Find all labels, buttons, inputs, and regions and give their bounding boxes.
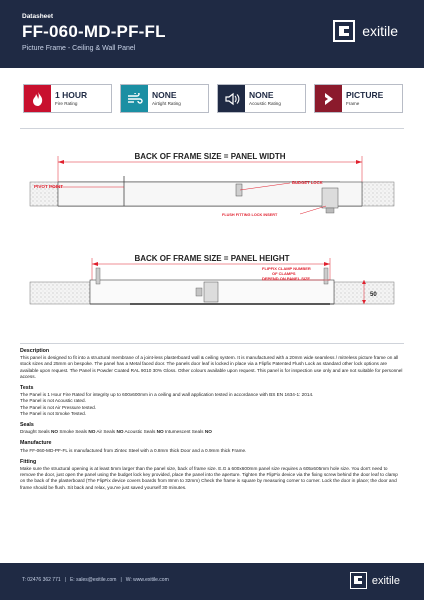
website-link[interactable]: W: www.exitile.com xyxy=(125,577,169,583)
fitting-text: Make sure the structural opening is at least 5mm larger than the panel size, back of frame size. E.G a 600x600mm panel size requires a 605x605mm hole size. You don't need to remove the door, just open the panel using the budget lock key provided, place the panel into the aperture. Tighten the FlipFix device via the fixing screw behind the door leaf to clamp on the back of the plasterboard (The FlipFix device covers boards from 8mm to 32mm) Check the frame is square by measuring corner to corner. Lock the door in place; the door and frame should be flush. Sit back and relax, you've just saved yourself 30 minutes. xyxy=(20,466,398,490)
exitile-logo-icon xyxy=(350,572,367,589)
description-text: This panel is designed to fit into a structural membrane of a joint-less plasterboard wall & ceiling system. It is manufactured with a 20mm wide seamless / mitreless picture frame on all stock sizes and 25mm on bespoke. The panel has a Metal faced door. The panels door leaf is locked in place via a Flipfix Patented Flush Lock as standard other lock options are available upon request. The Panel is Powder Coated RAL 9010 30% Gloss. Other colours available upon request. This panel is for inspection use only and are not suitable for personnel access. xyxy=(20,355,403,379)
footer-brand-name: exitile xyxy=(371,574,400,587)
footer-brand-logo xyxy=(350,572,400,589)
tests-heading: Tests xyxy=(20,385,34,392)
spec-content xyxy=(20,348,404,491)
clamp-label-line-2: OF CLAMPS xyxy=(272,271,296,276)
separator: | xyxy=(120,577,122,583)
speaker-icon xyxy=(218,85,245,112)
contact-info xyxy=(22,577,173,583)
pivot-point-label: PIVOT POINT xyxy=(34,184,64,189)
seal-value: NO xyxy=(51,429,59,435)
air-icon xyxy=(121,85,148,112)
tests-line: The Panel is not Air Pressure tested. xyxy=(20,404,97,410)
frame-type-badge xyxy=(314,84,403,113)
product-subtitle: Picture Frame - Ceiling & Wall Panel xyxy=(22,45,136,52)
product-code: FF-060-MD-PF-FL xyxy=(22,22,166,41)
airtight-rating-badge xyxy=(120,84,209,113)
tests-line: The Panel is not Acoustic rated. xyxy=(20,398,86,404)
budget-lock-label: BUDGET LOCK xyxy=(292,180,323,185)
doc-type-label: Datasheet xyxy=(22,13,54,20)
fitting-heading: Fitting xyxy=(20,458,37,465)
seal-label: Air Seals xyxy=(96,429,116,435)
brand-name: exitile xyxy=(362,23,398,39)
phone-text: T: 02476 362 771 xyxy=(22,577,61,583)
tests-line: The Panel is 1 Hour Fire Rated for integrity up to 600x600mm in a ceiling and wall application tested in accordance with BS EN 1634-1: 2014. xyxy=(20,392,314,398)
flame-icon xyxy=(24,85,51,112)
email-link[interactable]: E: sales@exitile.com xyxy=(69,577,117,583)
acoustic-rating-caption: Acoustic Rating xyxy=(249,101,281,106)
footer-bar xyxy=(0,563,424,600)
divider-top xyxy=(20,128,404,129)
technical-drawing xyxy=(0,140,424,340)
height-dimension-label: BACK OF FRAME SIZE = PANEL HEIGHT xyxy=(134,254,290,263)
seal-value: NO xyxy=(156,429,164,435)
seal-value: NO xyxy=(88,429,96,435)
manufacture-text: The FF-060-MD-PF-FL is manufactured from Zintec Steel with a 0.8mm thick Door and a 0.9mm thick Frame. xyxy=(20,447,247,453)
frame-type-caption: Frame xyxy=(346,101,360,106)
fire-rating-value: 1 HOUR xyxy=(55,90,88,100)
acoustic-rating-value: NONE xyxy=(249,90,274,100)
seal-label: Draught Seals xyxy=(20,429,50,435)
seal-label: Acoustic Seals xyxy=(124,429,156,435)
seals-list xyxy=(20,429,404,435)
clamp-label-line-1: FLIPFIX CLAMP NUMBER xyxy=(262,266,311,271)
seal-value: NO xyxy=(116,429,124,435)
section-view-plan xyxy=(30,176,394,213)
brand-logo xyxy=(333,20,398,42)
chevron-right-icon xyxy=(315,85,342,112)
airtight-rating-value: NONE xyxy=(152,90,177,100)
acoustic-rating-badge xyxy=(217,84,306,113)
section-view-elevation xyxy=(30,268,394,304)
divider-mid xyxy=(20,343,404,344)
rating-badges xyxy=(23,84,403,113)
seals-heading: Seals xyxy=(20,422,34,429)
separator: | xyxy=(64,577,66,583)
manufacture-heading: Manufacture xyxy=(20,440,52,447)
airtight-rating-caption: Airtight Rating xyxy=(152,101,181,106)
frame-type-value: PICTURE xyxy=(346,90,384,100)
dimension-50-label: 50 xyxy=(370,292,377,298)
header-bar xyxy=(0,0,424,68)
width-dimension-label: BACK OF FRAME SIZE = PANEL WIDTH xyxy=(134,152,286,161)
fire-rating-caption: Fire Rating xyxy=(55,101,78,106)
exitile-logo-icon xyxy=(333,20,355,42)
fire-rating-badge xyxy=(23,84,112,113)
seal-value: NO xyxy=(204,429,212,435)
clamp-label-line-3: DEPEND ON PANEL SIZE xyxy=(262,276,311,281)
description-heading: Description xyxy=(20,348,50,354)
tests-line: The Panel is not Smoke Tested. xyxy=(20,410,87,416)
flush-lock-label: FLUSH FITTING LOCK INSERT xyxy=(222,213,278,217)
seal-label: Intumescent Seals xyxy=(164,429,204,435)
seal-label: Smoke Seals xyxy=(59,429,87,435)
